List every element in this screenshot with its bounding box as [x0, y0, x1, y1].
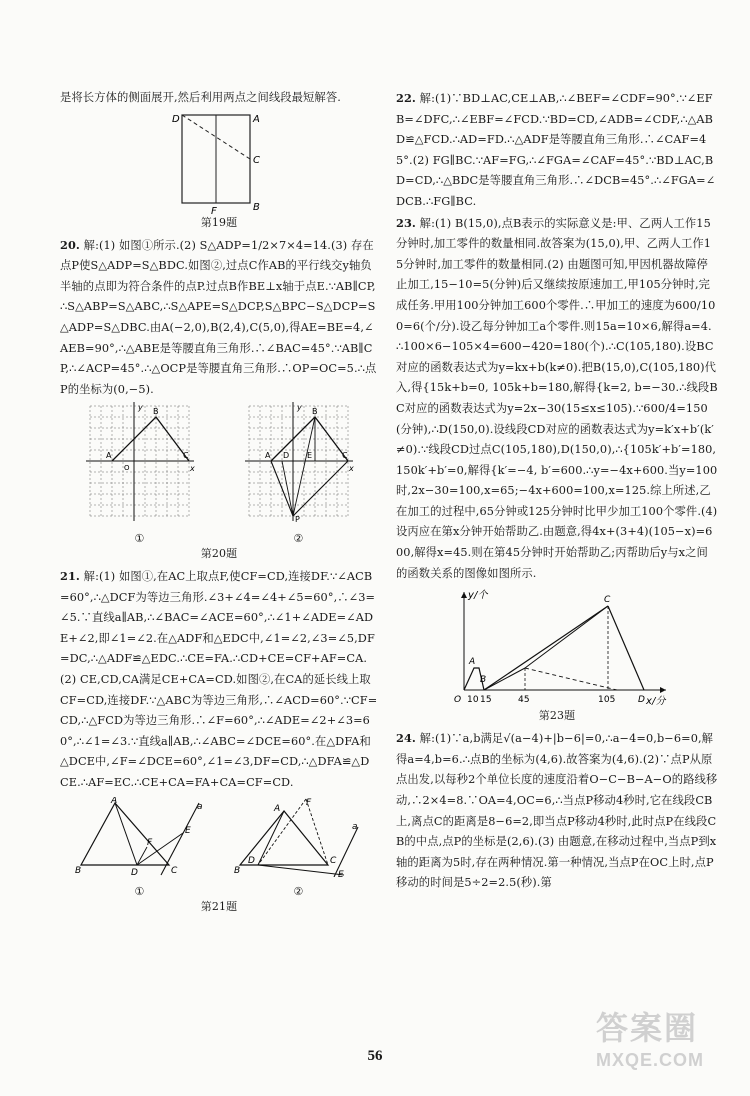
figure-21-diagram-2: [234, 797, 364, 877]
question-23-text: 解:(1) B(15,0),点B表示的实际意义是:甲、乙两人工作15分钟时,加工零件的数量相同.故答案为(15,0),甲、乙两人工作15分钟时,加工零件的数量相同.(2) 由题图可知,甲因机器故障停止加工,15−10=5(分钟)后又继续按原速加工,甲105分钟时,完成任务.甲用100分钟加工600个零件.∴甲加工的速度为600/100=6(个/分).设乙每分钟加工a个零件.则15a=10×6,解得a=4.∴100×6−105×4=600−420=180(个).∴C(105,180).设BC对应的函数表达式为y=kx+b(k≠0).把B(15,0),C(105,180)代入,得{15k+b=0, 105k+b=180,解得{k=2, b=−30.∴线段BC对应的函数表达式为y=2x−30(15≤x≤105).∵600/4=150(分钟),∴D(150,0).设线段CD对应的函数表达式为y=k′x+b′(k′≠0).∵线段CD过点C(105,180),D(150,0),∴{105k′+b′=180, 150k′+b′=0,解得{k′=−4, b′=600.∴y=−4x+600.当y=100时,2x−30=100,x=65;−4x+600=100,x=125.综上所述,乙在加工的过程中,65分钟或125分钟时比甲少加工100个零件.(4) 设丙应在第x分钟开始帮助乙.由题意,得4x+(3+4)(105−x)=600,解得x=45.则在第45分钟时开始帮助乙;丙帮助后y与x之间的函数关系的图像如图所示.: [396, 216, 718, 580]
fig23-tick-105: 105: [598, 695, 616, 706]
fig23-tick-o: O: [454, 695, 462, 706]
svg-text:C: C: [170, 866, 177, 877]
fig23-tick-10: 10: [467, 695, 479, 706]
svg-text:D: D: [282, 451, 289, 461]
fig19-label-c: C: [253, 154, 261, 166]
figure-23: [442, 586, 672, 708]
question-20-text: 解:(1) 如图①所示.(2) S△ADP=1/2×7×4=14.(3) 存在点P使S△ADP=S△BDC.如图②,过点C作AB的平行线交y轴负半轴的点即为符合条件的点P.过点B作BE⊥x轴于点E.∵AB∥CP,∴S△ABP=S△ABC,∴S△APE=S△DCP,S△BPC−S△DCP=S△ADP=S△DBC.由A(−2,0),B(2,4),C(5,0),得AE=BE=4,∠AEB=90°,∴△ABE是等腰直角三角形.∴∠BAC=45°.∵AB∥CP,∴∠ACP=45°.∴△OCP是等腰直角三角形.∴OP=OC=5.∴点P的坐标为(0,−5).: [60, 238, 377, 396]
fig23-point-a: A: [469, 657, 476, 668]
svg-text:E: E: [184, 826, 191, 837]
question-22-text: 解:(1)∵BD⊥AC,CE⊥AB,∴∠BEF=∠CDF=90°.∵∠EFB=∠DFC,∴∠EBF=∠FCD.∵BD=CD,∠ADB=∠CDF,∴△ABD≌△FCD.∴AD=FD.∴△ADF是等腰直角三角形.∴∠CAF=45°.(2) FG∥BC.∵AF=FG,∴∠FGA=∠CAF=45°.∵BD⊥AC,BD=CD,∴△BDC是等腰直角三角形.∴∠DCB=45°.∴∠FGA=∠DCB.∴FG∥BC.: [396, 92, 716, 208]
svg-text:y: y: [137, 403, 143, 413]
figure-21-caption: 第21题: [200, 900, 238, 914]
intro-text: 是将长方体的侧面展开,然后利用两点之间线段最短解答.: [60, 91, 341, 104]
question-24: [396, 728, 718, 894]
page-number: 56: [367, 1048, 383, 1064]
fig23-tick-45: 45: [518, 695, 530, 706]
fig23-tick-15: 15: [480, 695, 492, 706]
fig23-point-c: C: [604, 595, 611, 606]
question-21: [60, 566, 378, 794]
question-21-text: 解:(1) 如图①,在AC上取点F,使CF=CD,连接DF.∵∠ACB=60°,∴△DCF为等边三角形.∠3+∠4=∠4+∠5=60°,∴∠3=∠5.∵直线a∥AB,∴∠BAC=∠ACE=60°,∴∠1+∠ADE=∠ADE+∠2,即∠1=∠2.在△ADF和△EDC中,∠1=∠2,∠3=∠5,DF=DC,∴△ADF≌△EDC.∴CE=FA.∴CD+CE=CF+AF=CA.(2) CE,CD,CA满足CE+CA=CD.如图②,在CA的延长线上取CF=CD,连接DF.∵△ABC为等边三角形,∴∠ACD=60°.∵CF=CD,∴△FCD为等边三角形.∴∠F=60°,∴∠ADE=∠2+∠3=60°,∴∠1=∠3.∵直线a∥AB,∴∠ABC=∠DCE=60°.在△DFA和△DCE中,∠F=∠DCE=60°,∠1=∠3,DF=CD,∴△DFA≌△DCE.∴AF=EC.∴CE+CA=FA+CA=CF=CD.: [60, 569, 378, 789]
figure-20: [60, 400, 378, 546]
left-column: [60, 88, 378, 919]
figure-21-sub-2: ②: [293, 885, 304, 899]
question-20: [60, 235, 378, 401]
figure-20-sub-2: ②: [293, 531, 304, 545]
svg-text:C: C: [329, 856, 336, 867]
fig19-label-b: B: [253, 201, 260, 213]
fig19-label-d: D: [172, 113, 180, 125]
question-20-number: 20.: [60, 237, 80, 252]
svg-text:x: x: [189, 464, 195, 474]
watermark-line-1: 答案圈: [596, 1010, 699, 1046]
question-23-number: 23.: [396, 215, 416, 230]
svg-text:P: P: [294, 515, 300, 525]
fig23-point-b: B: [480, 675, 487, 686]
figure-20-graph-1: [84, 400, 196, 524]
figure-20-caption: 第20题: [200, 546, 238, 560]
fig23-xlabel: x/分: [646, 696, 666, 708]
fig19-label-a: A: [253, 113, 260, 125]
figure-23-caption: 第23题: [538, 709, 576, 723]
svg-text:B: B: [74, 866, 81, 877]
svg-text:B: B: [311, 407, 318, 417]
question-24-text: 解:(1)∵a,b满足√(a−4)+|b−6|=0,∴a−4=0,b−6=0,解得a=4,b=6.∴点B的坐标为(4,6).故答案为(4,6).(2)∵点P从原点出发,以每秒2个单位长度的速度沿着O−C−B−A−O的路线移动,∴2×4=8.∵OA=4,OC=6,∴当点P移动4秒时,它在线段CB上,离点C的距离是8−6=2,即当点P移动4秒时,此时点P在线段CB的中点,点P的坐标是(2,6).(3) 由题意,在移动过程中,当点P到x轴的距离为5时,存在两种情况.第一种情况,当点P在OC上时,点P移动的时间是5÷2=2.5(秒).第: [396, 732, 718, 890]
question-24-number: 24.: [396, 731, 416, 746]
question-21-number: 21.: [60, 568, 80, 583]
figure-21-diagram-1: [75, 797, 205, 877]
svg-text:B: B: [233, 866, 240, 877]
figure-19: [164, 111, 274, 215]
figure-20-graph-2: [243, 400, 355, 524]
svg-text:a: a: [351, 822, 358, 833]
question-23: [396, 213, 718, 585]
svg-text:C: C: [182, 451, 189, 461]
svg-text:O: O: [123, 464, 130, 473]
svg-text:D: D: [130, 868, 138, 878]
svg-text:x: x: [348, 464, 354, 474]
svg-text:y: y: [296, 403, 302, 413]
watermark-line-2: MXQE.COM: [596, 1050, 705, 1070]
fig19-label-f: F: [211, 205, 217, 215]
svg-text:B: B: [152, 407, 159, 417]
figure-21: [60, 797, 378, 899]
fig23-ylabel: y/个: [468, 590, 488, 602]
svg-text:D: D: [247, 856, 255, 867]
svg-text:E: E: [337, 870, 344, 878]
fig23-tick-d: D: [638, 695, 646, 706]
svg-text:a: a: [196, 802, 203, 813]
svg-text:A: A: [105, 451, 112, 461]
svg-text:F: F: [146, 838, 152, 849]
right-column: [396, 88, 718, 894]
question-22: [396, 88, 718, 213]
site-watermark: [596, 1008, 736, 1088]
figure-20-sub-1: ①: [134, 531, 145, 545]
svg-text:A: A: [273, 804, 280, 815]
svg-text:A: A: [264, 451, 271, 461]
svg-text:F: F: [305, 798, 311, 809]
figure-21-sub-1: ①: [134, 885, 145, 899]
svg-text:A: A: [110, 797, 117, 807]
svg-text:E: E: [306, 451, 312, 461]
figure-19-caption: 第19题: [200, 215, 238, 229]
svg-text:C: C: [341, 451, 348, 461]
question-22-number: 22.: [396, 91, 416, 105]
